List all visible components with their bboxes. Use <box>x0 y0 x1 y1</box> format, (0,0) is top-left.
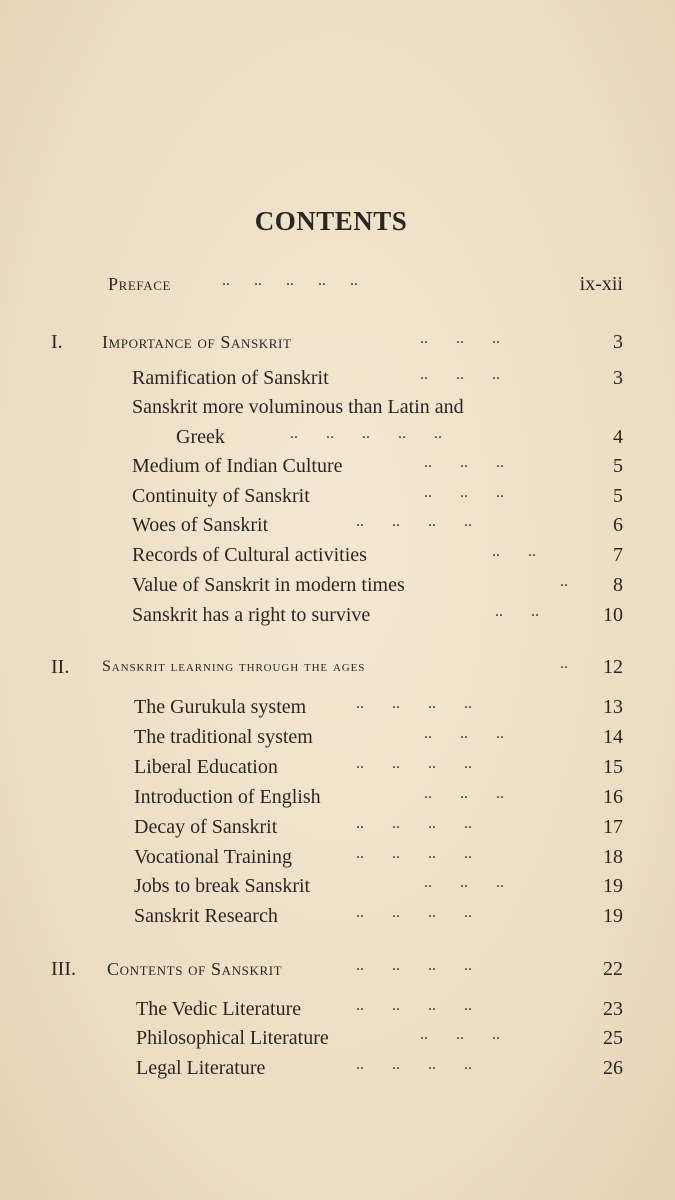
section-page: 25 <box>603 1027 623 1049</box>
chapter-page: 12 <box>603 656 623 678</box>
section-page: 19 <box>603 905 623 927</box>
leader-dots: .. .. .. .. <box>356 845 472 862</box>
section-entry: The Gurukula system <box>134 696 307 718</box>
section-entry: Sanskrit Research <box>134 905 278 927</box>
leader-dots: .. .. .. .. <box>356 1056 472 1073</box>
section-entry: Continuity of Sanskrit <box>132 485 310 507</box>
section-entry: Ramification of Sanskrit <box>132 367 329 389</box>
leader-dots: .. .. .. .. <box>356 513 472 530</box>
section-page: 10 <box>603 604 623 626</box>
leader-dots: .. .. .. .. .. <box>290 425 442 442</box>
chapter-title: Importance of Sanskrit <box>102 332 292 352</box>
chapter-title: Sanskrit learning through the ages <box>102 658 366 675</box>
section-page: 5 <box>613 455 623 477</box>
leader-dots: .. <box>560 655 568 672</box>
section-page: 8 <box>613 574 623 596</box>
leader-dots: .. .. .. .. <box>356 755 472 772</box>
chapter-numeral: I. <box>51 331 63 353</box>
chapter-page: 3 <box>613 331 623 353</box>
leader-dots: .. .. .. <box>420 366 500 383</box>
section-entry: Introduction of English <box>134 786 321 808</box>
section-entry: Woes of Sanskrit <box>132 514 269 536</box>
leader-dots: .. .. .. .. .. <box>222 272 358 289</box>
section-page: 6 <box>613 514 623 536</box>
section-page: 3 <box>613 367 623 389</box>
section-page: 23 <box>603 998 623 1020</box>
section-entry: Liberal Education <box>134 756 278 778</box>
leader-dots: .. .. <box>495 603 539 620</box>
section-page: 7 <box>613 544 623 566</box>
preface-label: Preface <box>108 274 172 294</box>
section-page: 5 <box>613 485 623 507</box>
section-entry-continued: Greek <box>176 426 225 448</box>
section-entry: Records of Cultural activities <box>132 544 367 566</box>
section-entry: Sanskrit has a right to survive <box>132 604 371 626</box>
section-page: 19 <box>603 875 623 897</box>
leader-dots: .. <box>560 573 568 590</box>
leader-dots: .. .. .. .. <box>356 904 472 921</box>
section-page: 26 <box>603 1057 623 1079</box>
chapter-numeral: III. <box>51 958 76 980</box>
section-entry: Jobs to break Sanskrit <box>134 875 311 897</box>
section-entry: Decay of Sanskrit <box>134 816 278 838</box>
section-page: 4 <box>613 426 623 448</box>
section-page: 15 <box>603 756 623 778</box>
section-entry: Vocational Training <box>134 846 292 868</box>
leader-dots: .. .. .. <box>424 785 504 802</box>
section-page: 13 <box>603 696 623 718</box>
leader-dots: .. .. .. <box>420 1026 500 1043</box>
leader-dots: .. .. .. <box>424 484 504 501</box>
section-page: 18 <box>603 846 623 868</box>
leader-dots: .. .. .. .. <box>356 957 472 974</box>
section-page: 16 <box>603 786 623 808</box>
section-entry: Value of Sanskrit in modern times <box>132 574 405 596</box>
section-page: 17 <box>603 816 623 838</box>
section-entry: Medium of Indian Culture <box>132 455 343 477</box>
section-entry: The Vedic Literature <box>136 998 302 1020</box>
leader-dots: .. .. .. .. <box>356 695 472 712</box>
chapter-page: 22 <box>603 958 623 980</box>
leader-dots: .. .. .. <box>424 725 504 742</box>
leader-dots: .. .. .. .. <box>356 815 472 832</box>
chapter-title: Contents of Sanskrit <box>107 959 283 979</box>
section-entry: Legal Literature <box>136 1057 266 1079</box>
leader-dots: .. .. .. <box>420 330 500 347</box>
section-entry: Philosophical Literature <box>136 1027 329 1049</box>
section-entry: The traditional system <box>134 726 313 748</box>
chapter-numeral: II. <box>51 656 70 678</box>
section-page: 14 <box>603 726 623 748</box>
leader-dots: .. .. .. <box>424 874 504 891</box>
section-entry: Sanskrit more voluminous than Latin and <box>132 396 464 418</box>
page-title: CONTENTS <box>254 206 408 236</box>
leader-dots: .. .. <box>492 543 536 560</box>
leader-dots: .. .. .. .. <box>356 997 472 1014</box>
leader-dots: .. .. .. <box>424 454 504 471</box>
preface-page: ix-xii <box>579 273 623 295</box>
